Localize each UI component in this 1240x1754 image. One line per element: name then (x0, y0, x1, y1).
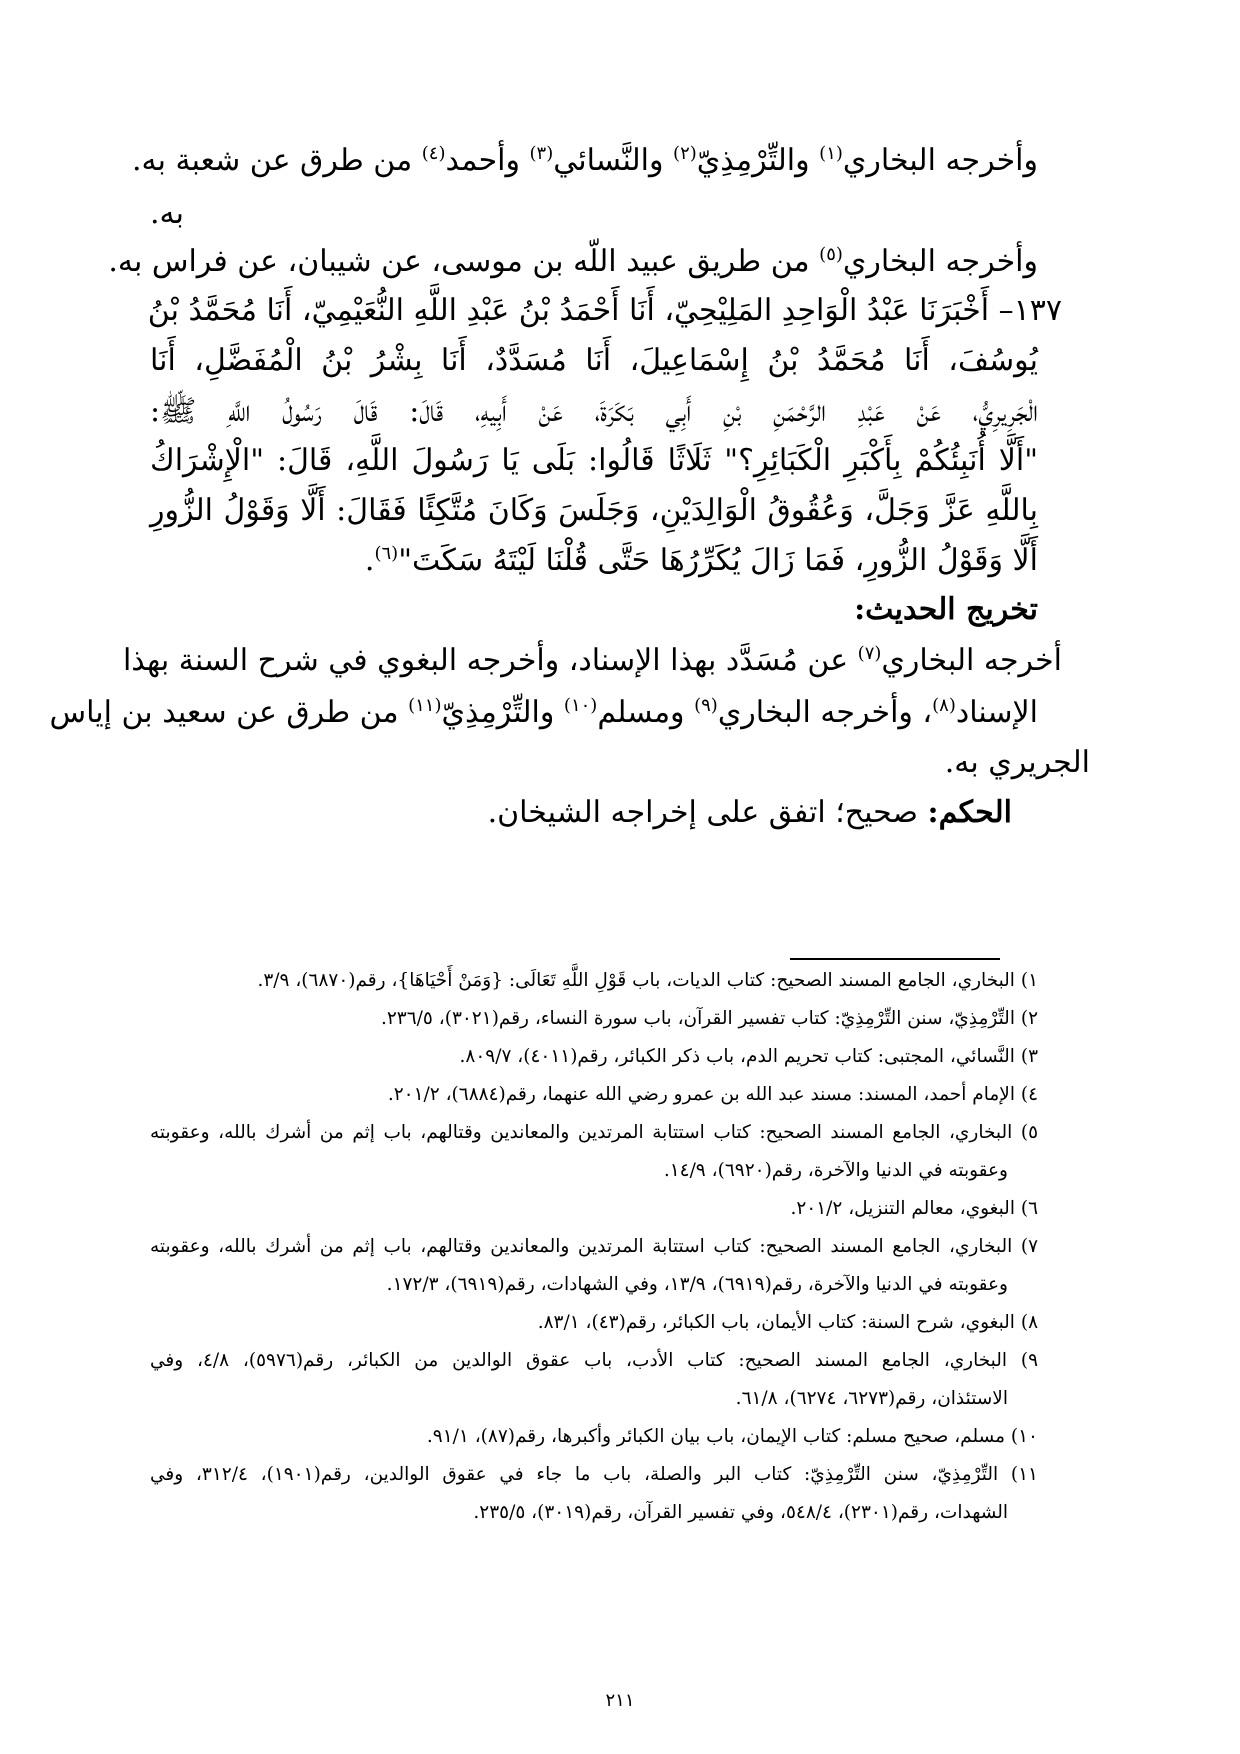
text-line-2: به. (150, 196, 184, 231)
footnote-8: ٨) البغوي، شرح السنة: كتاب الأيمان، باب الكبائر، رقم(٤٣)، ٨٣/١. (537, 1312, 1038, 1333)
footnote-4: ٤) الإمام أحمد، المسند: مسند عبد الله بن عمرو رضي الله عنهما، رقم(٦٨٨٤)، ٢٠١/٢. (387, 1084, 1038, 1105)
hadith-line-3: الْجَرِيرِيُّ، عَنْ عَبْدِ الرَّحْمَنِ بْنِ أَبِي بَكَرَةَ، عَنْ أَبِيهِ، قَالَ: قَالَ رَسُولُ اللَّهِ ﷺ: (150, 394, 1038, 429)
footnote-7-cont: وعقوبته في الدنيا والآخرة، رقم(٦٩١٩)، ١٣/٩، وفي الشهادات، رقم(٦٩١٩)، ١٧٢/٣. (386, 1274, 1008, 1295)
text-line-1: وأخرجه البخاري$^{(١)}$ والتِّرْمِذِيّ$^{(٢)}$ والنَّسائي$^{(٣)}$ وأحمد$^{(٤)}$ من طرق عن شعبة به. (132, 143, 1038, 178)
footnote-11: ١١) التِّرْمِذِيّ، سنن التِّرْمِذِيّ: كتاب البر والصلة، باب ما جاء في عقوق الوالدين، رقم(١٩٠١)، ٣١٢/٤، وفي (150, 1464, 1038, 1485)
footnote-5: ٥) البخاري، الجامع المسند الصحيح: كتاب استتابة المرتدين والمعاندين وقتالهم، باب إثم من أشرك بالله، وعقوبته (150, 1122, 1038, 1143)
footnote-ref-9[interactable]: (٩) (694, 695, 718, 716)
footnote-ref-7[interactable]: (٧) (857, 643, 882, 664)
footnote-ref-6[interactable]: (٦) (374, 543, 399, 564)
footnote-ref-2[interactable]: (٢) (673, 143, 697, 164)
footnote-separator (790, 958, 1000, 960)
footnote-ref-10[interactable]: (١٠) (563, 695, 598, 716)
footnote-1: ١) البخاري، الجامع المسند الصحيح: كتاب الديات، باب قَوْلِ اللَّهِ تَعَالَى: {وَمَنْ أَحْيَاهَا}، رقم(٦٨٧٠)، ٣/٩. (257, 970, 1038, 991)
footnote-6: ٦) البغوي، معالم التنزيل، ٢٠١/٢. (790, 1198, 1038, 1219)
ruling-line: الحكم: صحيح؛ اتفق على إخراجه الشيخان. (487, 795, 1012, 830)
footnote-ref-5[interactable]: (٥) (819, 244, 843, 265)
footnote-11-cont: الشهدات، رقم(٢٣٠١)، ٥٤٨/٤، وفي تفسير القرآن، رقم(٣٠١٩)، ٢٣٥/٥. (473, 1502, 1008, 1523)
hadith-line-2: يُوسُفَ، أَنَا مُحَمَّدُ بْنُ إِسْمَاعِيلَ، أَنَا مُسَدَّدٌ، أَنَا بِشْرُ بْنُ الْمُفَضَّلِ، أَنَا (150, 343, 1038, 378)
footnote-2: ٢) التِّرْمِذِيّ، سنن التِّرْمِذِيّ: كتاب تفسير القرآن، باب سورة النساء، رقم(٣٠٢١)، ٢٣٦/٥. (380, 1008, 1038, 1029)
footnote-ref-1[interactable]: (١) (819, 143, 843, 164)
takhrij-line-3: الجريري به. (944, 745, 1090, 780)
ruling-label: الحكم: (927, 795, 1012, 830)
footnote-ref-11[interactable]: (١١) (408, 695, 442, 716)
footnote-9: ٩) البخاري، الجامع المسند الصحيح: كتاب الأدب، باب عقوق الوالدين من الكبائر، رقم(٥٩٧٦)، ٤/٨، وفي (150, 1350, 1038, 1371)
footnote-10: ١٠) مسلم، صحيح مسلم: كتاب الإيمان، باب بيان الكبائر وأكبرها، رقم(٨٧)، ٩١/١. (426, 1426, 1038, 1447)
footnote-7: ٧) البخاري، الجامع المسند الصحيح: كتاب استتابة المرتدين والمعاندين وقتالهم، باب إثم من أشرك بالله، وعقوبته (150, 1236, 1038, 1257)
section-heading: تخريج الحديث: (854, 592, 1038, 627)
footnote-3: ٣) النَّسائي، المجتبى: كتاب تحريم الدم، باب ذكر الكبائر، رقم(٤٠١١)، ٨٠٩/٧. (459, 1046, 1038, 1067)
footnote-ref-4[interactable]: (٤) (421, 143, 446, 164)
takhrij-line-1: أخرجه البخاري$^{(٧)}$ عن مُسَدَّد بهذا الإسناد، وأخرجه البغوي في شرح السنة بهذا (122, 643, 1062, 678)
page-number: ٢١١ (605, 1690, 635, 1711)
takhrij-line-2: الإسناد$^{(٨)}$، وأخرجه البخاري$^{(٩)}$ ومسلم$^{(١٠)}$ والتِّرْمِذِيّ$^{(١١)}$ من طرق عن سعيد بن إياس (49, 695, 1038, 730)
footnote-ref-3[interactable]: (٣) (529, 143, 554, 164)
text-line-3: وأخرجه البخاري$^{(٥)}$ من طريق عبيد اللّه بن موسى، عن شيبان، عن فراس به. (108, 244, 1038, 279)
hadith-line-1: ١٣٧– أَخْبَرَنَا عَبْدُ الْوَاحِدِ المَلِيْحِيّ، أَنَا أَحْمَدُ بْنُ عَبْدِ اللَّهِ النُّعَيْمِيّ، أَنَا مُحَمَّدُ بْنُ (147, 293, 1062, 328)
footnote-5-cont: وعقوبته في الدنيا والآخرة، رقم(٦٩٢٠)، ١٤/٩. (663, 1160, 1008, 1181)
footnote-9-cont: الاستئذان، رقم(٦٢٧٣، ٦٢٧٤)، ٦١/٨. (735, 1388, 1008, 1409)
hadith-line-4: "أَلَّا أُنَبِئُكُمْ بِأَكْبَرِ الْكَبَائِرِ؟" ثَلَاثًا قَالُوا: بَلَى يَا رَسُولَ اللَّهِ، قَالَ: "الْإِشْرَاكُ (150, 443, 1038, 478)
footnote-ref-8[interactable]: (٨) (932, 695, 956, 716)
hadith-line-5: بِاللَّهِ عَزَّ وَجَلَّ، وَعُقُوقُ الْوَالِدَيْنِ، وَجَلَسَ وَكَانَ مُتَّكِئًا فَقَالَ: أَلَّا وَقَوْلُ الزُّورِ (150, 493, 1038, 528)
hadith-line-6: أَلَّا وَقَوْلُ الزُّورِ، فَمَا زَالَ يُكَرِّرُهَا حَتَّى قُلْنَا لَيْتَهُ سَكَتَ"$^{(٦)}$. (364, 543, 1038, 578)
